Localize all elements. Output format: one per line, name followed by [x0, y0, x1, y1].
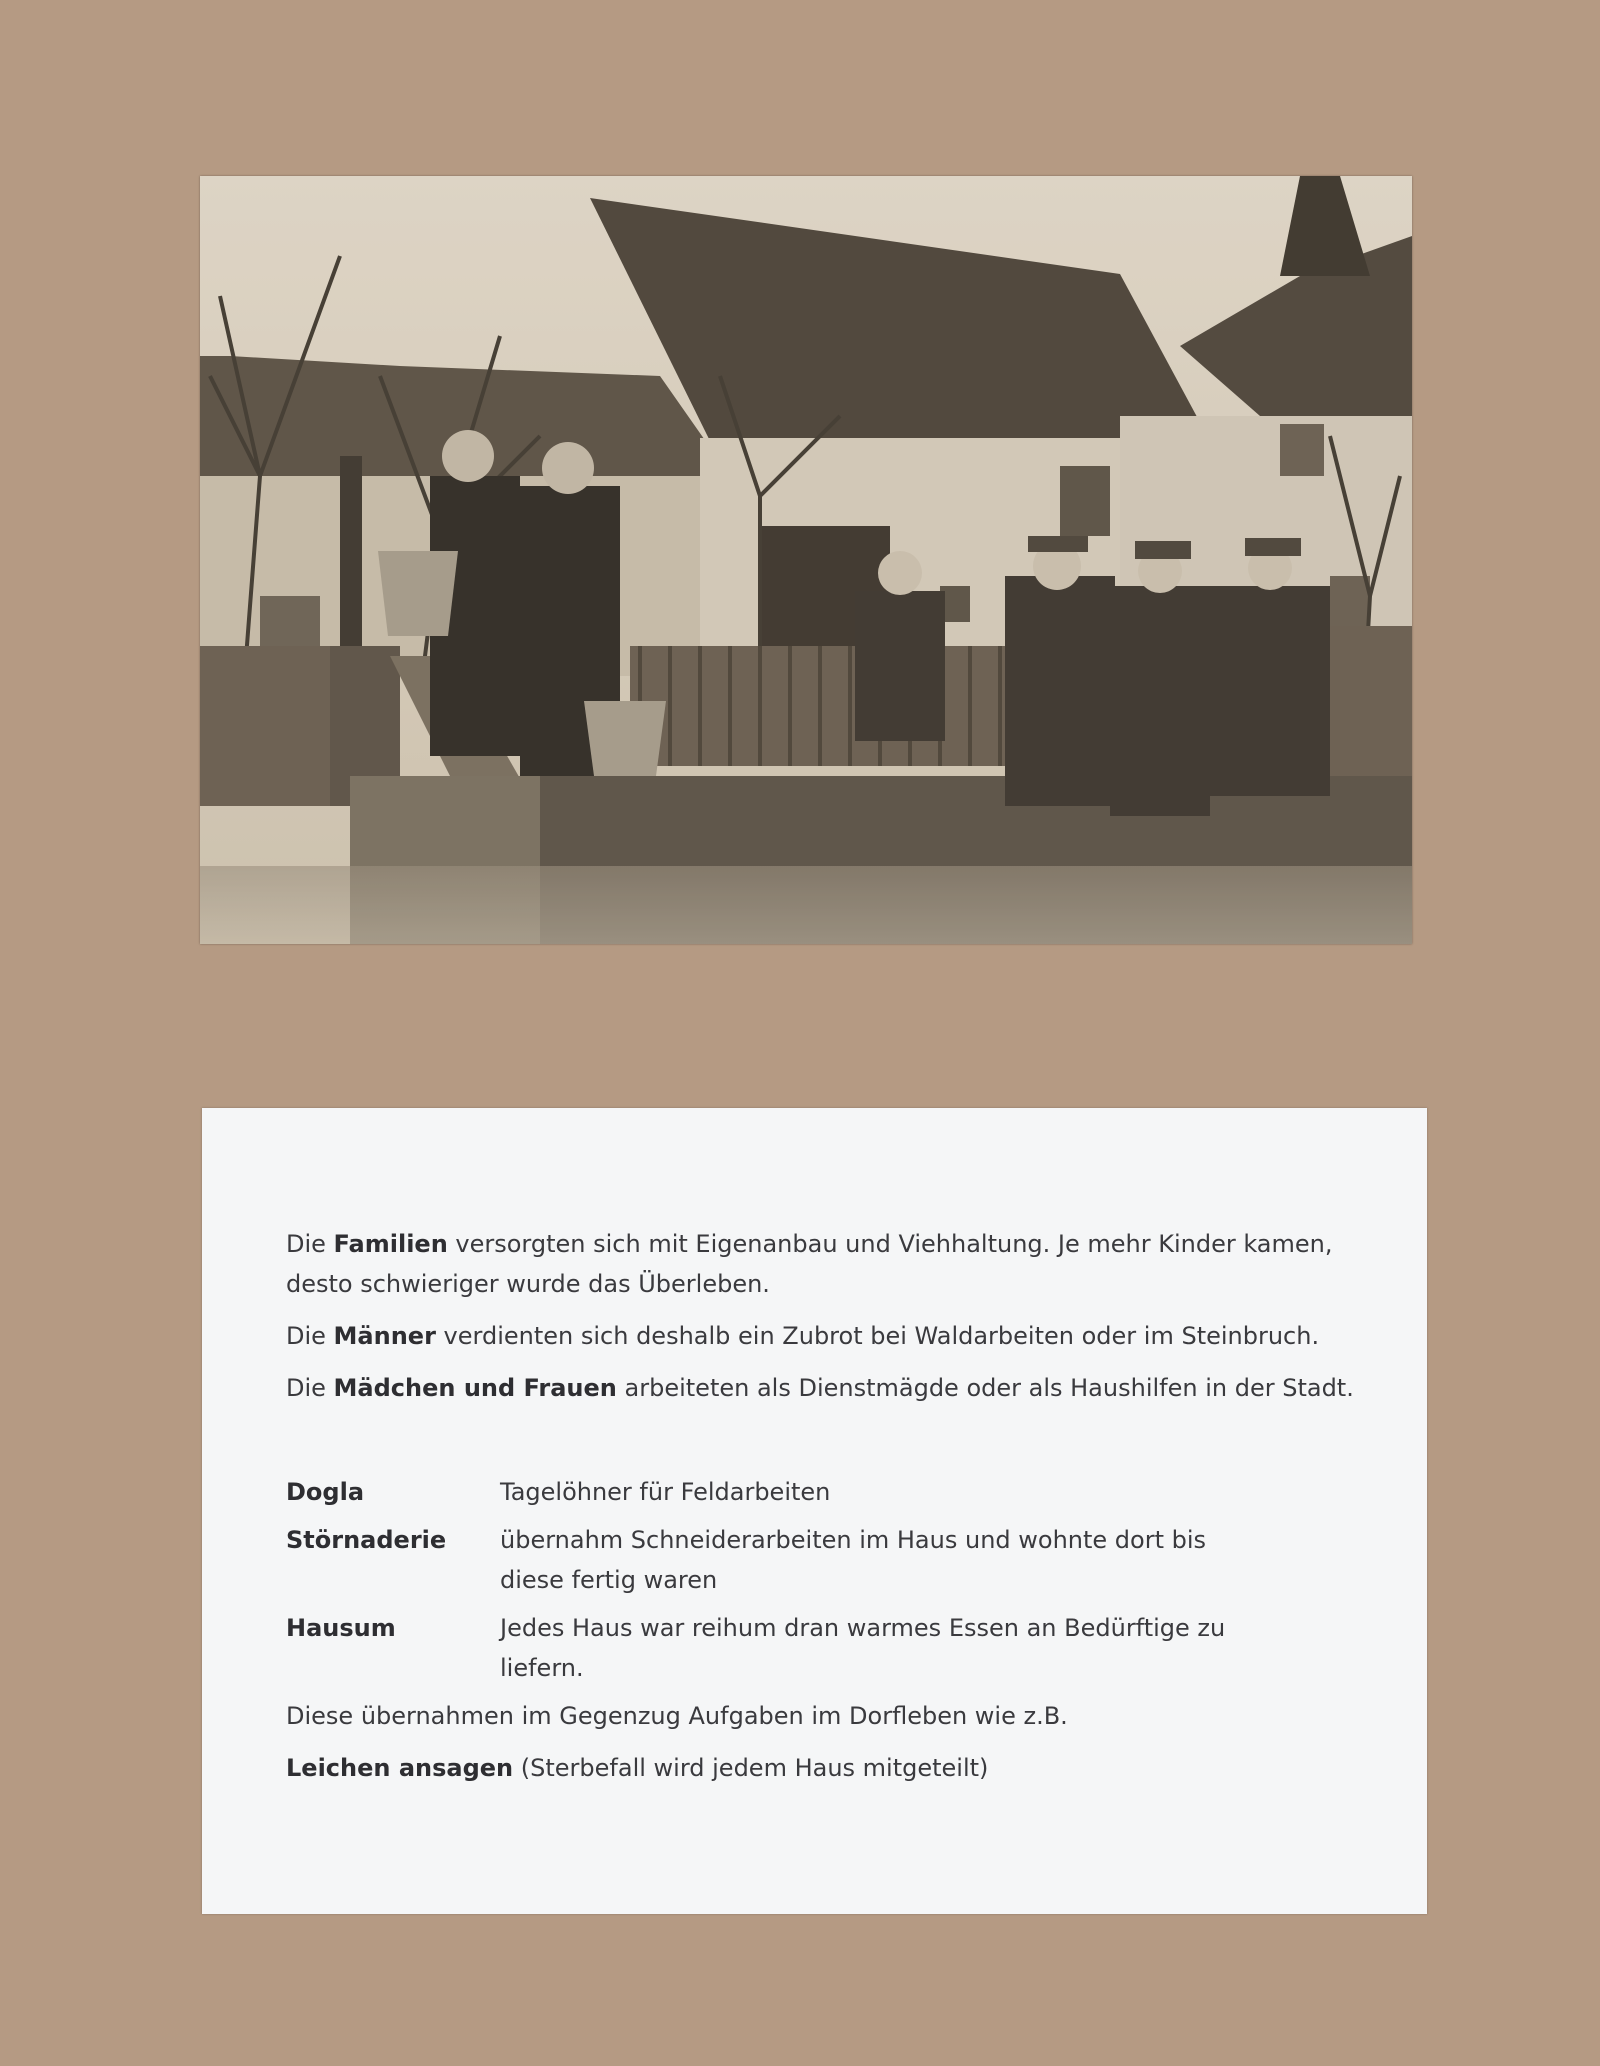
p3-post: arbeiteten als Dienstmägde oder als Haushilfen in der Stadt. [616, 1374, 1354, 1402]
p3-bold: Mädchen und Frauen [333, 1374, 617, 1402]
closing-line: Diese übernahmen im Gegenzug Aufgaben im Dorfleben wie z.B. [286, 1702, 1068, 1730]
term-label: Hausum [286, 1614, 396, 1642]
term-list [286, 1472, 1396, 1688]
info-card [202, 1108, 1427, 1914]
term-row [286, 1472, 1396, 1512]
p1-pre: Die [286, 1230, 334, 1258]
term-row [286, 1520, 1396, 1600]
term-row [286, 1608, 1396, 1688]
term-definition: Tagelöhner für Feldarbeiten [500, 1478, 831, 1506]
p2-post: verdienten sich deshalb ein Zubrot bei Waldarbeiten oder im Steinbruch. [435, 1322, 1320, 1350]
p1-bold: Familien [333, 1230, 448, 1258]
term-definition: Jedes Haus war reihum dran warmes Essen an Bedürftige zu liefern. [500, 1614, 1226, 1682]
term-label: Dogla [286, 1478, 365, 1506]
village-well-photo-icon [200, 176, 1412, 944]
paragraph-men [286, 1316, 1396, 1356]
info-text [286, 1224, 1396, 1800]
p2-pre: Die [286, 1322, 334, 1350]
historic-photo [200, 176, 1412, 944]
term-label: Störnaderie [286, 1526, 447, 1554]
closing-example [286, 1748, 1396, 1788]
closing-bold: Leichen ansagen [286, 1754, 514, 1782]
closing-rest: (Sterbefall wird jedem Haus mitgeteilt) [513, 1754, 989, 1782]
paragraph-women [286, 1368, 1396, 1408]
term-definition: übernahm Schneiderarbeiten im Haus und wohnte dort bis diese fertig waren [500, 1526, 1207, 1594]
p1-post: versorgten sich mit Eigenanbau und Viehhaltung. Je mehr Kinder kamen, desto schwieriger wurde das Überleben. [286, 1230, 1333, 1298]
p2-bold: Männer [333, 1322, 436, 1350]
paragraph-families [286, 1224, 1396, 1304]
p3-pre: Die [286, 1374, 334, 1402]
